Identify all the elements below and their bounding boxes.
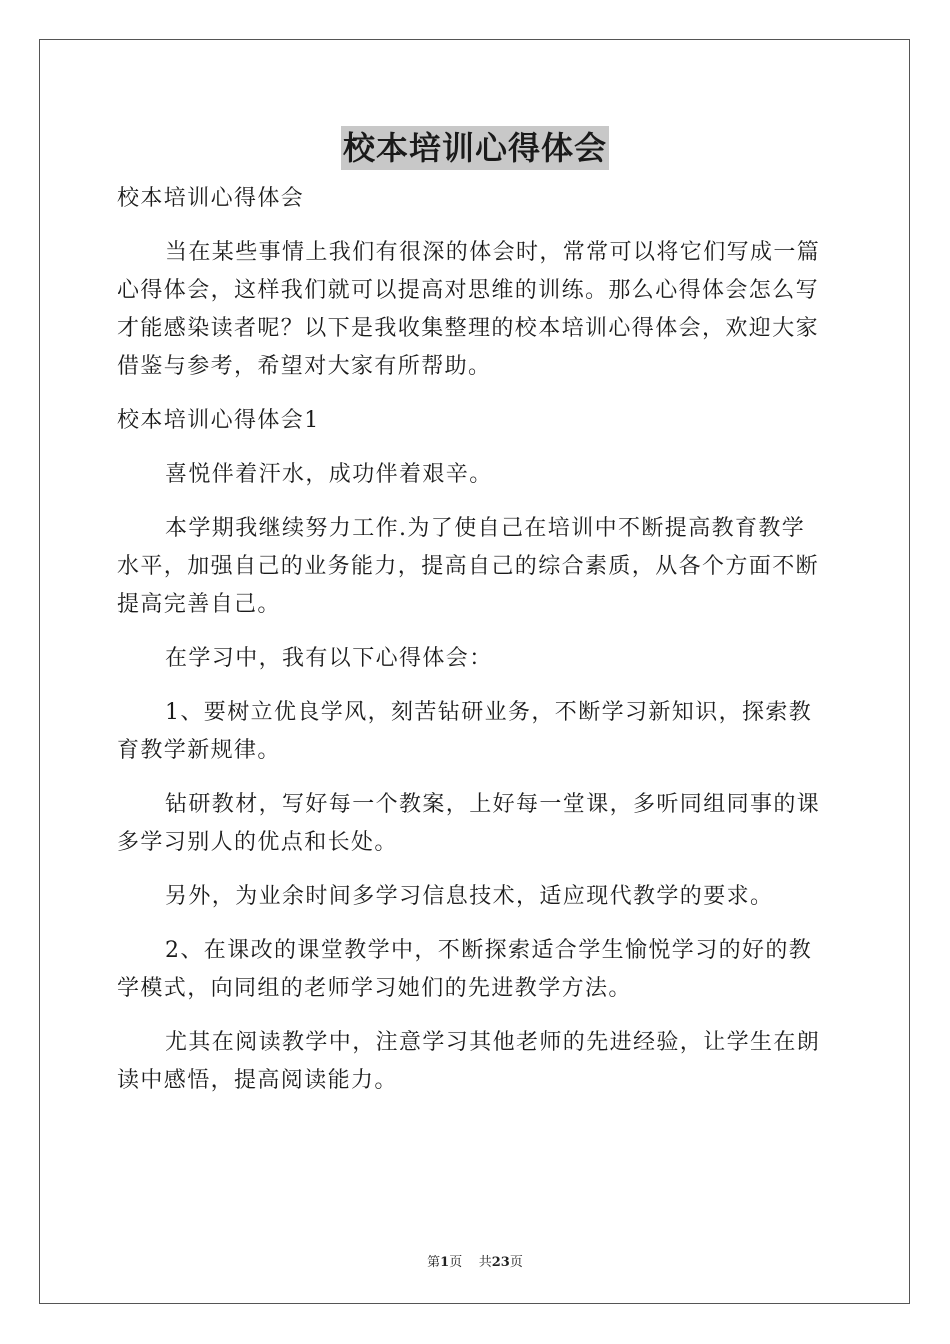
total-pages: 23 <box>491 1255 510 1270</box>
paragraph <box>117 402 835 440</box>
paragraph <box>117 786 835 862</box>
paragraph-line: 喜悦伴着汗水，成功伴着艰辛。 <box>165 462 493 487</box>
paragraph <box>117 180 835 218</box>
document-body <box>117 180 835 1100</box>
paragraph-line: 心得体会，这样我们就可以提高对思维的训练。那么心得体会怎么写 <box>117 278 820 303</box>
document-title: 校本培训心得体会 <box>341 126 609 170</box>
paragraph-line: 本学期我继续努力工作.为了使自己在培训中不断提高教育教学 <box>165 516 806 541</box>
page-number: 1 <box>440 1255 450 1270</box>
paragraph-line: 提高完善自己。 <box>117 592 281 617</box>
paragraph-line: 钻研教材，写好每一个教案，上好每一堂课，多听同组同事的课 <box>165 792 821 817</box>
paragraph <box>117 234 835 386</box>
total-suffix: 页 <box>509 1255 523 1270</box>
paragraph-line: 尤其在阅读教学中，注意学习其他老师的先进经验，让学生在朗 <box>165 1030 821 1055</box>
paragraph-line: 水平，加强自己的业务能力，提高自己的综合素质，从各个方面不断 <box>117 554 820 579</box>
paragraph-line: 借鉴与参考，希望对大家有所帮助。 <box>117 354 492 379</box>
paragraph <box>117 640 835 678</box>
page-footer <box>0 1251 950 1270</box>
paragraph-line: 才能感染读者呢？以下是我收集整理的校本培训心得体会，欢迎大家 <box>117 316 820 341</box>
paragraph-line: 育教学新规律。 <box>117 738 281 763</box>
paragraph <box>117 1024 835 1100</box>
total-prefix: 共 <box>478 1255 492 1270</box>
paragraph <box>117 878 835 916</box>
paragraph-line: 2、在课改的课堂教学中，不断探索适合学生愉悦学习的好的教 <box>165 938 813 963</box>
paragraph <box>117 694 835 770</box>
paragraph <box>117 932 835 1008</box>
page-prefix: 第 <box>427 1255 441 1270</box>
paragraph-line: 校本培训心得体会 <box>117 186 305 211</box>
page-suffix: 页 <box>449 1255 463 1270</box>
paragraph-line: 学模式，向同组的老师学习她们的先进教学方法。 <box>117 976 632 1001</box>
paragraph <box>117 456 835 494</box>
paragraph-line: 另外，为业余时间多学习信息技术，适应现代教学的要求。 <box>165 884 774 909</box>
paragraph-line: 校本培训心得体会1 <box>117 408 320 433</box>
paragraph-line: 1、要树立优良学风，刻苦钻研业务，不断学习新知识，探索教 <box>165 700 813 725</box>
paragraph-line: 在学习中，我有以下心得体会： <box>165 646 493 671</box>
title-container <box>0 126 950 170</box>
paragraph <box>117 510 835 624</box>
paragraph-line: 当在某些事情上我们有很深的体会时，常常可以将它们写成一篇 <box>165 240 821 265</box>
paragraph-line: 读中感悟，提高阅读能力。 <box>117 1068 398 1093</box>
paragraph-line: 多学习别人的优点和长处。 <box>117 830 398 855</box>
